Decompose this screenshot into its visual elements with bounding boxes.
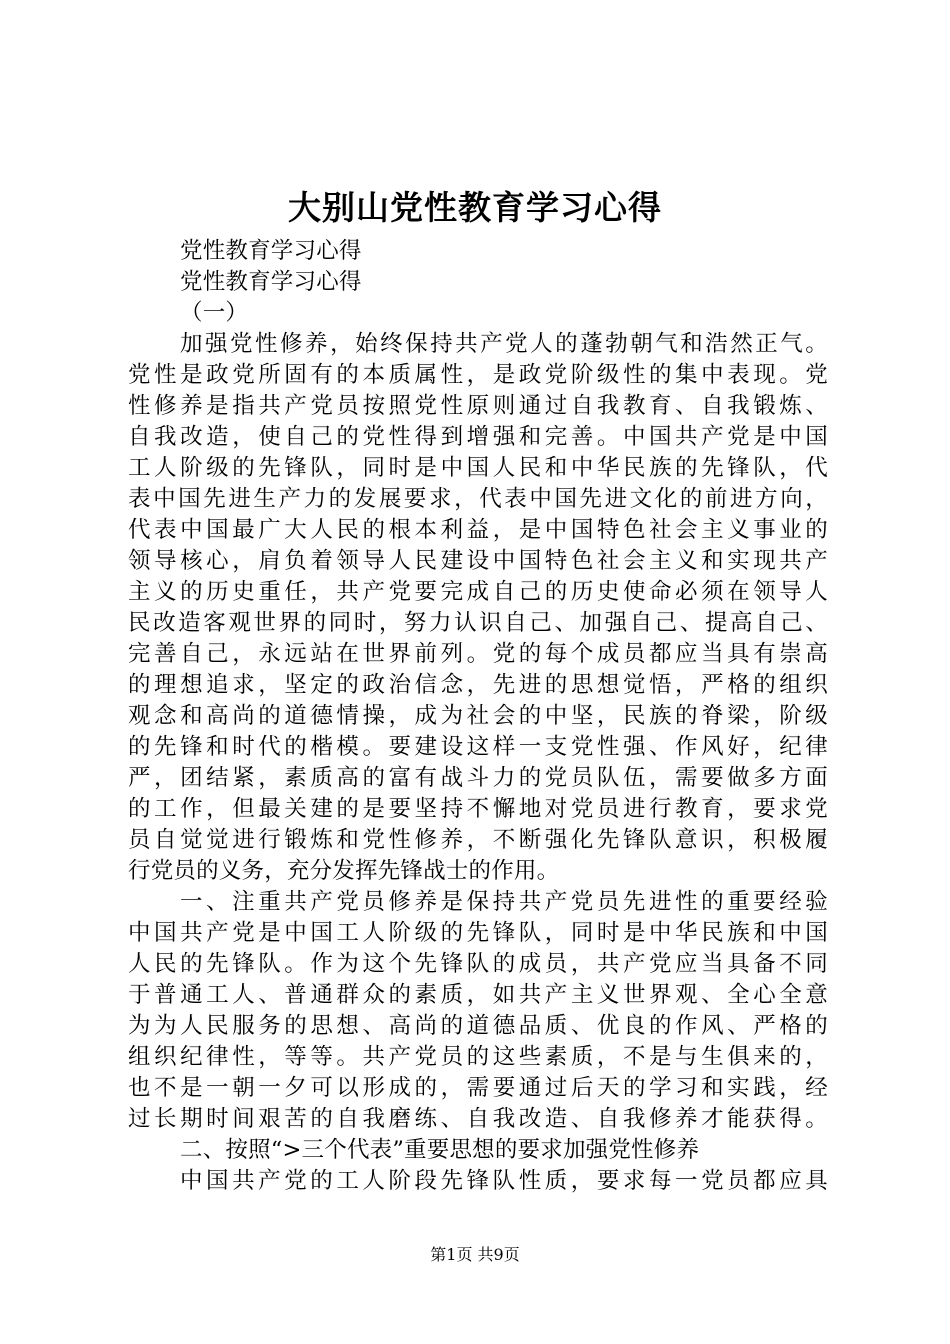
body-text-line: 的工作，但最关建的是要坚持不懈地对党员进行教育，要求党: [128, 796, 828, 822]
body-text-line: 民改造客观世界的同时，努力认识自己、加强自己、提高自己、: [128, 610, 828, 636]
document-title: 大别山党性教育学习心得: [288, 188, 662, 227]
body-text-line: 性修养是指共产党员按照党性原则通过自我教育、自我锻炼、: [128, 393, 828, 419]
body-text-line: 加强党性修养，始终保持共产党人的蓬勃朝气和浩然正气。: [180, 331, 828, 357]
body-text-line: 严，团结紧，素质高的富有战斗力的党员队伍，需要做多方面: [128, 765, 828, 791]
body-text-line: 自我改造，使自己的党性得到增强和完善。中国共产党是中国: [128, 424, 828, 450]
body-text-line: 人民的先锋队。作为这个先锋队的成员，共产党应当具备不同: [128, 951, 828, 977]
body-text-line: 代表中国最广大人民的根本利益，是中国特色社会主义事业的: [128, 517, 828, 543]
body-text-line: 观念和高尚的道德情操，成为社会的中坚，民族的脊梁，阶级: [128, 703, 828, 729]
body-text-line: 中国共产党的工人阶段先锋队性质，要求每一党员都应具: [180, 1168, 828, 1194]
body-text-line: （一）: [180, 300, 249, 326]
body-text-line: 的先锋和时代的楷模。要建设这样一支党性强、作风好，纪律: [128, 734, 828, 760]
body-text-line: 组织纪律性，等等。共产党员的这些素质，不是与生俱来的，: [128, 1044, 828, 1070]
body-text-line: 表中国先进生产力的发展要求，代表中国先进文化的前进方向，: [128, 486, 828, 512]
document-body: [128, 236, 828, 1197]
body-text-line: 中国共产党是中国工人阶级的先锋队，同时是中华民族和中国: [128, 920, 828, 946]
body-text-line: 党性是政党所固有的本质属性，是政党阶级性的集中表现。党: [128, 362, 828, 388]
body-text-line: 完善自己，永远站在世界前列。党的每个成员都应当具有崇高: [128, 641, 828, 667]
body-text-line: 工人阶级的先锋队，同时是中国人民和中华民族的先锋队，代: [128, 455, 828, 481]
body-text-line: 为为人民服务的思想、高尚的道德品质、优良的作风、严格的: [128, 1013, 828, 1039]
body-text-line: 领导核心，肩负着领导人民建设中国特色社会主义和实现共产: [128, 548, 828, 574]
body-text-line: 的理想追求，坚定的政治信念，先进的思想觉悟，严格的组织: [128, 672, 828, 698]
body-text-line: 主义的历史重任，共产党要完成自己的历史使命必须在领导人: [128, 579, 828, 605]
body-text-line: 二、按照“>三个代表”重要思想的要求加强党性修养: [180, 1137, 700, 1163]
body-text-line: 于普通工人、普通群众的素质，如共产主义世界观、全心全意: [128, 982, 828, 1008]
body-text-line: 党性教育学习心得: [180, 269, 362, 295]
body-text-line: 一、注重共产党员修养是保持共产党员先进性的重要经验: [180, 889, 828, 915]
body-text-line: 行党员的义务，充分发挥先锋战士的作用。: [128, 858, 560, 884]
body-text-line: 也不是一朝一夕可以形成的，需要通过后天的学习和实践，经: [128, 1075, 828, 1101]
body-text-line: 过长期时间艰苦的自我磨练、自我改造、自我修养才能获得。: [128, 1106, 828, 1132]
body-text-line: 党性教育学习心得: [180, 238, 362, 264]
body-text-line: 员自觉觉进行锻炼和党性修养，不断强化先锋队意识，积极履: [128, 827, 828, 853]
page-footer: 第1页 共9页: [430, 1245, 520, 1264]
